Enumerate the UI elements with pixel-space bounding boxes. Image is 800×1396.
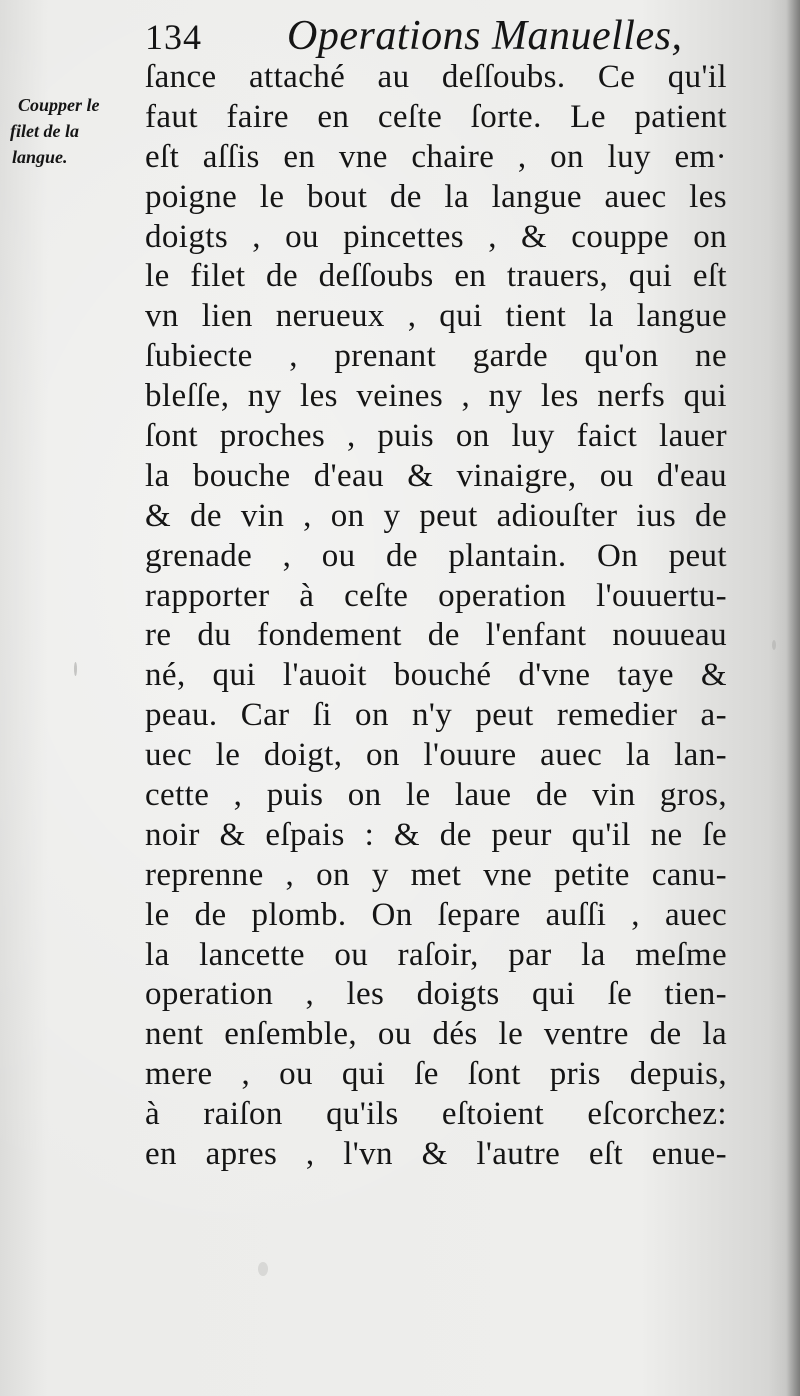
text-line: vn lien nerueux , qui tient la langue (145, 298, 727, 335)
text-line: ſont proches , puis on luy faict lauer (145, 418, 727, 455)
text-line: nent enſemble, ou dés le ventre de la (145, 1016, 727, 1053)
text-line: la bouche d'eau & vinaigre, ou d'eau (145, 457, 727, 494)
text-line: né, qui l'auoit bouché d'vne taye & (145, 657, 727, 694)
paper-speck (772, 640, 776, 650)
body-text (145, 58, 727, 1175)
text-line: re du fondement de l'enfant nouueau (145, 617, 727, 654)
text-line: ſubiecte , prenant garde qu'on ne (145, 338, 727, 375)
running-head: Operations Manuelles, (287, 13, 683, 59)
page-header (145, 6, 745, 62)
text-line: mere , ou qui ſe ſont pris depuis, (145, 1056, 727, 1093)
text-line: à raiſon qu'ils eſtoient eſcorchez: (145, 1096, 727, 1133)
margin-note-line: Coupper le (18, 95, 100, 115)
margin-note-line: filet de la (10, 121, 79, 141)
text-line: cette , puis on le laue de vin gros, (145, 777, 727, 814)
text-line: en apres , l'vn & l'autre eſt enue- (145, 1136, 727, 1173)
text-line: poigne le bout de la langue auec les (145, 178, 727, 215)
text-line: faut faire en ceſte ſorte. Le patient (145, 98, 727, 135)
text-line: rapporter à ceſte operation l'ouuertu- (145, 577, 727, 614)
page-edge-shadow (786, 0, 800, 1396)
page-number: 134 (145, 17, 202, 57)
text-line: ſance attaché au deſſoubs. Ce qu'il (145, 59, 727, 95)
margin-note (10, 92, 140, 170)
text-line: uec le doigt, on l'ouure auec la lan- (145, 737, 727, 774)
text-line: doigts , ou pincettes , & couppe on (145, 218, 727, 255)
paper-speck (258, 1262, 268, 1276)
text-line: & de vin , on y peut adiouſter ius de (145, 497, 727, 534)
text-line: noir & eſpais : & de peur qu'il ne ſe (145, 816, 727, 853)
text-line: peau. Car ſi on n'y peut remedier a- (145, 697, 727, 734)
margin-note-line: langue. (12, 147, 68, 167)
text-line: le filet de deſſoubs en trauers, qui eſt (145, 258, 727, 295)
text-line: grenade , ou de plantain. On peut (145, 537, 727, 574)
text-line: eſt aſſis en vne chaire , on luy em· (145, 138, 727, 175)
text-line: le de plomb. On ſepare auſſi , auec (145, 896, 727, 933)
paper-speck (74, 662, 77, 676)
text-line: reprenne , on y met vne petite canu- (145, 856, 727, 893)
text-line: la lancette ou raſoir, par la meſme (145, 936, 727, 973)
text-line: bleſſe, ny les veines , ny les nerfs qui (145, 378, 727, 415)
text-line: operation , les doigts qui ſe tien- (145, 976, 727, 1013)
